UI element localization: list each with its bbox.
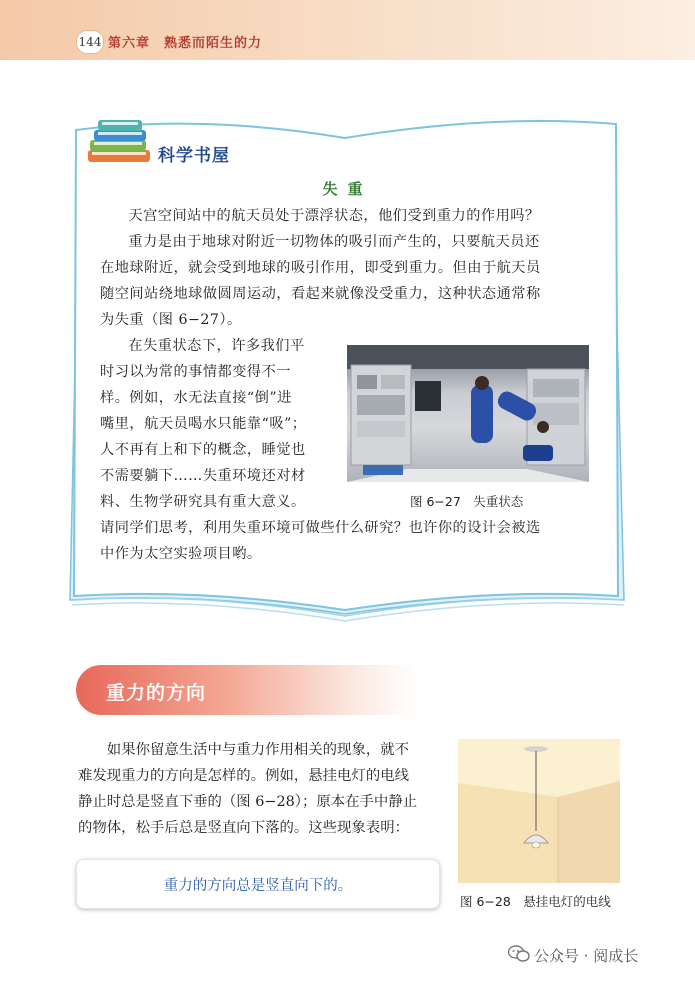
text-line: 人不再有上和下的概念，睡觉也 [100,442,306,458]
text-line: 嘴里，航天员喝水只能靠“吸”； [100,416,307,432]
space-station-photo [347,345,589,482]
figure-caption-6-27: 图 6−27 失重状态 [410,494,524,509]
reading-box-title: 科学书屋 [158,146,230,166]
section-title: 重力的方向 [106,682,207,704]
hanging-lamp-figure [458,739,620,883]
books-icon [88,120,150,162]
text-line: 的物体，松手后总是竖直向下落的。这些现象表明： [78,820,409,836]
key-rule-text: 重力的方向总是竖直向下的。 [163,878,353,894]
text-line: 不需要躺下……失重环境还对材 [100,468,306,484]
text-line: 随空间站绕地球做圆周运动，看起来就像没受重力，这种状态通常称 [100,286,541,302]
text-line: 为失重（图 6−27）。 [100,312,242,328]
text-line: 难发现重力的方向是怎样的。例如，悬挂电灯的电线 [78,768,409,784]
text-line: 料、生物学研究具有重大意义。 [100,494,306,510]
text-line: 请同学们思考，利用失重环境可做些什么研究？也许你的设计会被选 [100,520,541,536]
section-body [78,737,450,841]
reading-box-heading: 失重 [322,180,373,198]
text-line: 如果你留意生活中与重力作用相关的现象，就不 [106,742,410,758]
text-line: 在地球附近，就会受到地球的吸引作用，即受到重力。但由于航天员 [100,260,541,276]
text-line: 天宫空间站中的航天员处于漂浮状态，他们受到重力的作用吗？ [128,208,540,224]
chapter-label: 第六章 [108,36,151,51]
page-number: 144 [76,30,104,54]
watermark-text: 公众号 · 阅成长 [534,947,639,965]
text-line: 在失重状态下，许多我们平 [128,338,305,354]
reading-box-intro [100,203,598,333]
wechat-icon [508,945,530,963]
text-line: 重力是由于地球对附近一切物体的吸引而产生的，只要航天员还 [128,234,540,250]
text-line: 时习以为常的事情都变得不一 [100,364,291,380]
text-line: 中作为太空实验项目哟。 [100,546,262,562]
reading-box-left-column [100,333,340,489]
chapter-title: 熟悉而陌生的力 [164,36,263,51]
figure-caption-6-28: 图 6−28 悬挂电灯的电线 [460,894,611,909]
text-line: 样。例如，水无法直接“倒”进 [100,390,292,406]
text-line: 静止时总是竖直下垂的（图 6−28）；原本在手中静止 [78,794,418,810]
astronauts-image [347,345,589,482]
